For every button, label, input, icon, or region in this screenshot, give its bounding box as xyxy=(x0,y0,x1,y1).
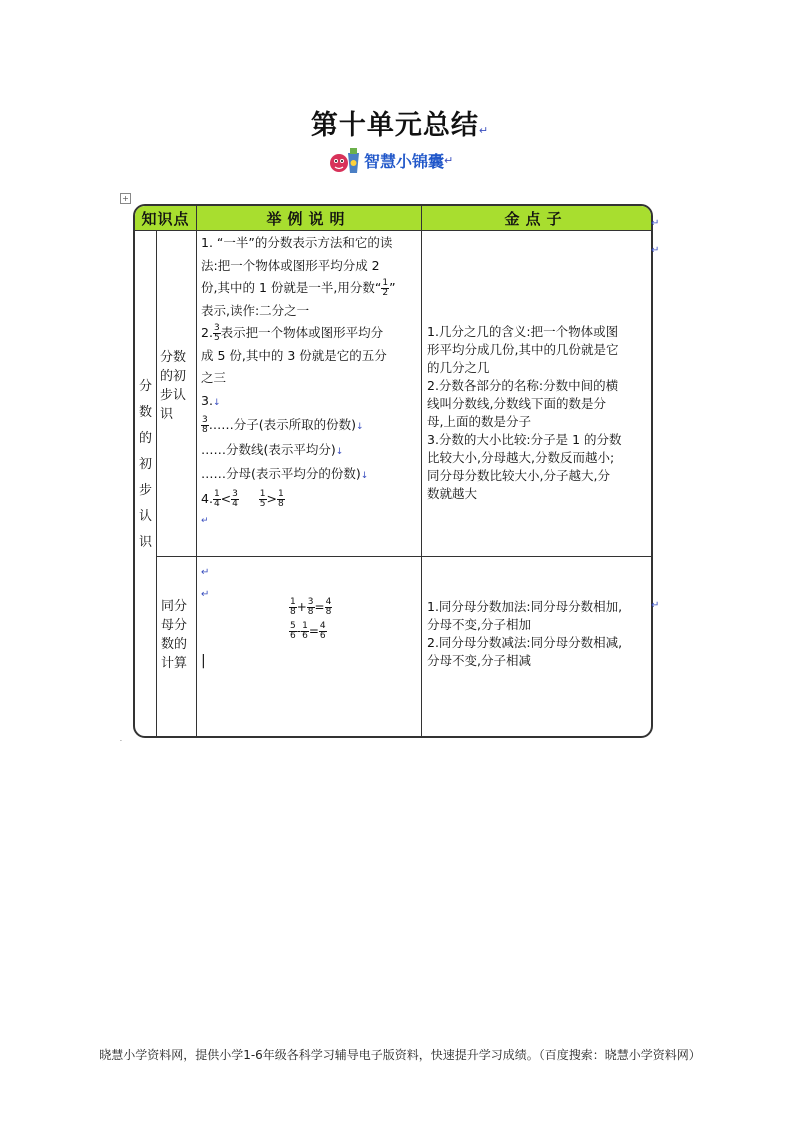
subtopic-label: 分数的初步认识 xyxy=(160,350,187,422)
footer-text: 晓慧小学资料网，提供小学1-6年级各科学习辅导电子版资料，快速提升学习成绩。（百度搜索：晓慧小学资料网） xyxy=(99,1048,701,1062)
subtopic-label: 同分母分数的计算 xyxy=(161,599,188,671)
mascot-icon xyxy=(328,143,362,177)
row-divider xyxy=(156,556,651,557)
fraction: $\frac{1}{8}$ xyxy=(290,597,296,617)
header-knowledge-point: 知识点 xyxy=(135,206,196,231)
column-divider xyxy=(421,206,422,736)
summary-table xyxy=(133,204,653,738)
column-divider xyxy=(196,206,197,736)
examples-cell: 1. “一半”的分数表示方法和它的读 法:把一个物体或图形平均分成 2 份,其中的 1 份就是一半,用分数“ $\frac{1}{2}$ ” 表示,读作:二分之一 2. $\frac{3}{5}$ 表示把一个物体或图形平均分 成 5 份,其中的 3 份就是它的五分 之三 3.↓ $\frac{3}{8}$ ……分子(表示所取的份数)↓ ……分数线(表示平均分)↓ ……分母(表示平均分的份数)↓ 4. $\frac{1}{4}$ < $\frac{3}{4}$ $\frac{1}{5}$ > $\frac{1}{8}$ ↵ xyxy=(201,232,419,533)
page-title: 第十单元总结↵ xyxy=(310,110,490,141)
row-end-marks: ↵ ↵ xyxy=(651,218,660,256)
fraction: $\frac{1}{8}$ xyxy=(277,488,284,509)
paragraph-dot: . xyxy=(120,736,122,743)
fraction: $\frac{3}{8}$ xyxy=(202,415,208,435)
badge-label: 智慧小锦囊 xyxy=(364,151,445,171)
tips-cell: 1.同分母分数加法:同分母分数相加, 分母不变,分子相加 2.同分母分数减法:同分母分数相减, 分母不变,分子相减 xyxy=(427,599,623,668)
return-mark-icon: ↵ xyxy=(201,516,209,526)
fraction: $\frac{4}{8}$ xyxy=(325,597,332,617)
return-mark-icon: ↵ xyxy=(478,124,490,137)
fraction: $\frac{3}{5}$ xyxy=(213,323,220,343)
return-mark-icon: ↓ xyxy=(212,397,221,408)
tips-cell: 1.几分之几的含义:把一个物体或图 形平均分成几份,其中的几份就是它 的几分之几 2.分数各部分的名称:分数中间的横 线叫分数线,分数线下面的数是分 母,上面的数是分子 3.分数的大小比较:分子是 1 的分数 比较大小,分母越大,分数反而越小; 同分母分数比较大小,分子越大,分 数就越大 xyxy=(427,324,622,501)
row-end-marks: ↵ xyxy=(651,600,660,611)
fraction: $\frac{4}{6}$ xyxy=(319,621,326,641)
column-divider xyxy=(156,230,157,736)
fraction: $\frac{1}{4}$ xyxy=(213,488,220,509)
badge xyxy=(328,143,453,177)
fraction: $\frac{3}{8}$ xyxy=(307,597,314,617)
return-mark-icon: ↵ xyxy=(444,153,454,167)
table-move-handle-icon[interactable]: + xyxy=(120,193,131,204)
return-mark-icon: ↓ xyxy=(356,422,364,432)
main-topic-label: 分数的初步认识 xyxy=(138,379,152,550)
return-mark-icon: ↓ xyxy=(335,446,344,457)
fraction: $\frac{1}{6}$ xyxy=(302,621,308,641)
fraction: $\frac{1}{2}$ xyxy=(382,278,389,298)
return-marks: ↵ ↵ | xyxy=(201,567,210,669)
fraction: $\frac{1}{5}$ xyxy=(259,488,266,509)
return-mark-icon: ↓ xyxy=(360,471,369,481)
header-tips: 金点子 xyxy=(421,206,651,231)
header-examples: 举例说明 xyxy=(196,206,421,231)
formula-block: $\frac{1}{8}$ + $\frac{3}{8}$ = $\frac{4}{8}$ $\frac{5}{6}$ - $\frac{1}{6}$ = $\frac{4}{6}$ xyxy=(290,597,332,641)
fraction: $\frac{5}{6}$ xyxy=(290,621,296,641)
fraction: $\frac{3}{4}$ xyxy=(232,488,238,509)
